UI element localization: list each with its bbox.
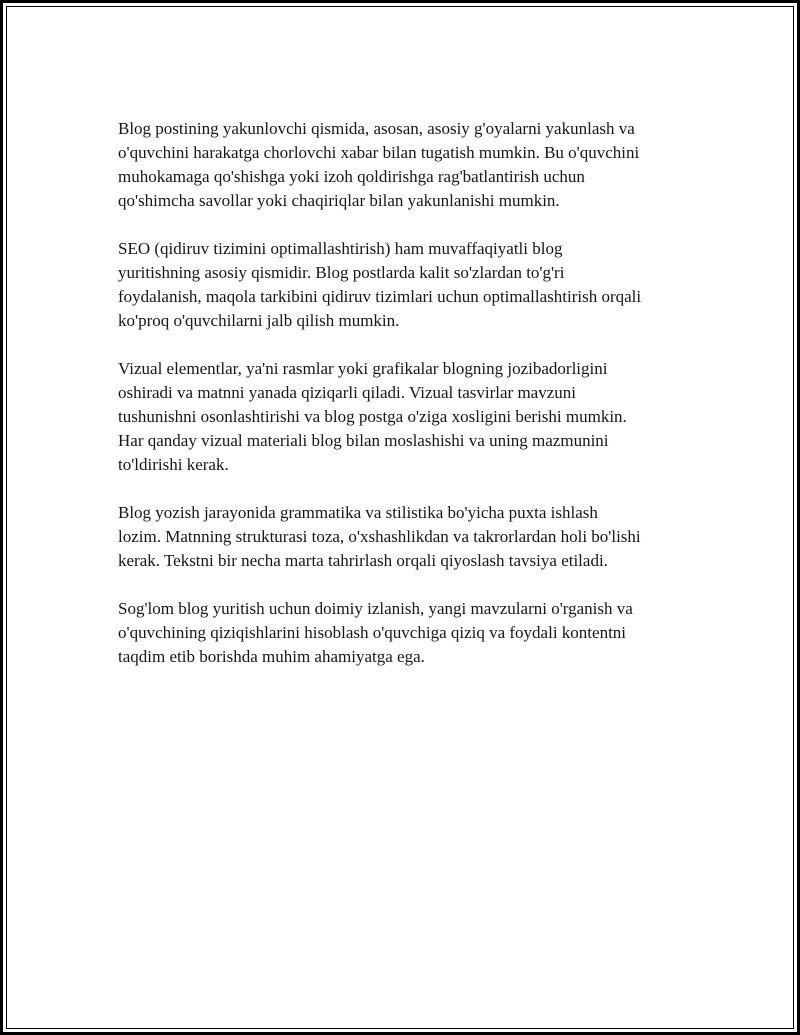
text-line: SEO (qidiruv tizimini optimallashtirish) ham muvaffaqiyatli blog bbox=[118, 239, 563, 258]
paragraph-1 bbox=[118, 117, 718, 213]
text-line: Vizual elementlar, ya'ni rasmlar yoki grafikalar blogning jozibadorligini bbox=[118, 359, 608, 378]
paragraph-4 bbox=[118, 501, 718, 573]
paragraph-2 bbox=[118, 237, 718, 333]
text-line: ko'proq o'quvchilarni jalb qilish mumkin. bbox=[118, 311, 400, 330]
text-line: Blog yozish jarayonida grammatika va stilistika bo'yicha puxta ishlash bbox=[118, 503, 598, 522]
document-body bbox=[118, 117, 718, 693]
text-line: oshiradi va matnni yanada qiziqarli qiladi. Vizual tasvirlar mavzuni bbox=[118, 383, 576, 402]
text-line: tushunishni osonlashtirishi va blog postga o'ziga xosligini berishi mumkin. bbox=[118, 407, 627, 426]
text-line: Sog'lom blog yuritish uchun doimiy izlanish, yangi mavzularni o'rganish va bbox=[118, 599, 633, 618]
text-line: lozim. Matnning strukturasi toza, o'xshashlikdan va takrorlardan holi bo'lishi bbox=[118, 527, 641, 546]
text-line: Har qanday vizual materiali blog bilan moslashishi va uning mazmunini bbox=[118, 431, 609, 450]
text-line: qo'shimcha savollar yoki chaqiriqlar bilan yakunlanishi mumkin. bbox=[118, 191, 560, 210]
text-line: Blog postining yakunlovchi qismida, asosan, asosiy g'oyalarni yakunlash va bbox=[118, 119, 635, 138]
text-line: o'quvchini harakatga chorlovchi xabar bilan tugatish mumkin. Bu o'quvchini bbox=[118, 143, 640, 162]
paragraph-3 bbox=[118, 357, 718, 477]
text-line: taqdim etib borishda muhim ahamiyatga ega. bbox=[118, 647, 425, 666]
text-line: o'quvchining qiziqishlarini hisoblash o'quvchiga qiziq va foydali kontentni bbox=[118, 623, 627, 642]
text-line: foydalanish, maqola tarkibini qidiruv tizimlari uchun optimallashtirish orqali bbox=[118, 287, 642, 306]
text-line: to'ldirishi kerak. bbox=[118, 455, 229, 474]
text-line: kerak. Tekstni bir necha marta tahrirlash orqali qiyoslash tavsiya etiladi. bbox=[118, 551, 608, 570]
paragraph-5 bbox=[118, 597, 718, 669]
text-line: muhokamaga qo'shishga yoki izoh qoldirishga rag'batlantirish uchun bbox=[118, 167, 585, 186]
text-line: yuritishning asosiy qismidir. Blog postlarda kalit so'zlardan to'g'ri bbox=[118, 263, 565, 282]
